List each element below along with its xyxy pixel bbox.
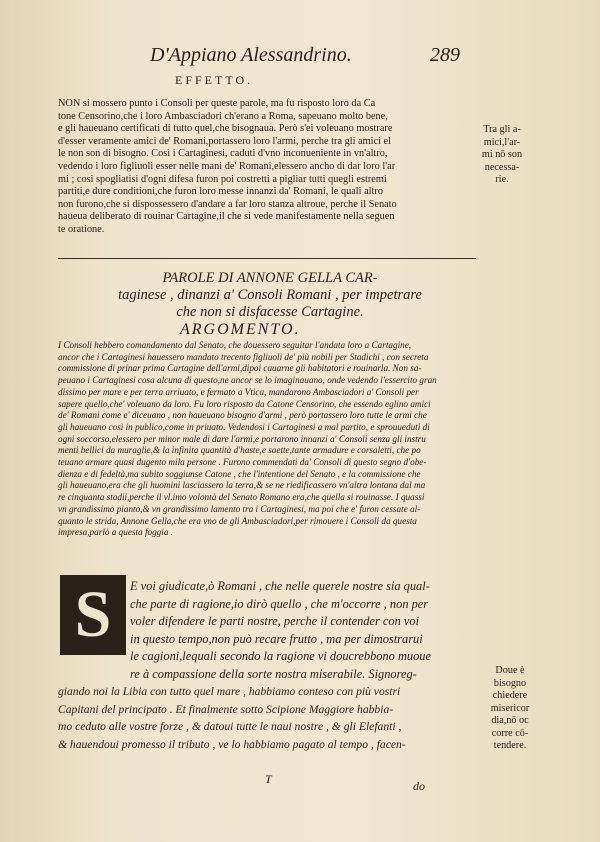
paragraph-line: partiti,e dure conditioni,che furon loro messe innanzi da' Romani, le quali altro [58, 186, 383, 198]
paragraph-line: NON si mossero punto i Consoli per queste parole, ma fu risposto loro da Ca [58, 98, 376, 109]
argomento-line: de' Romani come e' diceuano , non haueuano bisogno d'armi , però portassero loro tutte le armi che [58, 410, 427, 421]
margin-note-line: misericor [490, 702, 530, 714]
paragraph-line: tone Censorino,che i loro Ambasciadori ch'erano a Roma, sapeuano molto bene, [58, 110, 388, 122]
argomento-line: dissimo per mare e per terra arriuato, e fermato a Vtica, mandarono Ambasciadori a' Consoli per [58, 386, 419, 397]
speech-title [70, 270, 470, 321]
paragraph-line: mi ; così spogliatisi d'ogni difesa furon poi costretti a pigliar tutti quegli estremi [58, 173, 387, 185]
first-paragraph [58, 98, 476, 237]
section-label: EFFETTO. [175, 73, 254, 87]
speech-line: che parte di ragione,io dirò quello , che m'occorre , non per [130, 596, 429, 611]
margin-note-line: mici,l'ar- [483, 136, 521, 148]
margin-note-line: bisogno [493, 677, 527, 689]
speech-line: le cagioni,lequali secondo la ragione vi doucrebbono muoue [130, 649, 431, 663]
speech-title-line: taginese , dinanzi a' Consoli Romani , per impetrare [118, 287, 422, 303]
argomento-line: quanto le strida, Annone Gella,che era vno de gli Ambasciadori,per rimouere i Consoli da questa [58, 515, 417, 526]
speech-line: re à compassione della sorte nostra miserabile. Signoreg- [130, 666, 417, 681]
margin-note-line: Doue è [495, 665, 525, 676]
speech-line: mo ceduto alle vostre forze , & datoui tutte le naui nostre , & gli Elefanti , [58, 720, 402, 733]
paragraph-line: haueua deliberato di rouinar Cartagine,il che si vede manifestamente nella seguen [58, 211, 395, 223]
argomento-line: dienza e di fedeltà,ma subito soggiunse Catone , che l'intentione del Senato , e la commissione che [58, 468, 421, 479]
argomento-line: gli haueuano,era che gli huomini lasciassero la terra,& se ne riedificassero vn'altra lontana dal ma [58, 480, 426, 491]
speech-line: voler difendere le parti nostre, perche il contender con voi [130, 614, 420, 628]
argomento-line: ogni soccorso,elessero per minor male di dare l'armi,e portarono innanzi a' Consoli senza gli instru [58, 433, 426, 444]
paragraph-line: d'esser veramente amici de' Romani,portassero loro l'armi, perche tra gli amici el [58, 135, 391, 147]
argomento-line: vn grandissimo pianto,& vn grandissimo lamento tra i Cartaginesi, ma poi che e' furon cessate al- [58, 503, 421, 514]
speech-line: & hauendoui promesso il tributo , ve lo habbiamo pagato al tempo , facen- [58, 737, 406, 751]
argomento-line: I Consoli hebbero comandamento dal Senato, che douessero seguitar l'andata loro a Cartagine, [58, 340, 412, 350]
margin-note-line: rie. [495, 174, 509, 185]
paragraph-line: e gli haueuano certificati di tutto quel,che bisognaua. Però s'ei voleuano mostrare [58, 123, 393, 135]
margin-note [480, 124, 524, 187]
argomento-line: commissione di prinar prima Cartagine dell'armi,dipoi cauarne gli habitatori e rouinarla. Non sa- [58, 363, 422, 374]
section-divider [58, 258, 476, 259]
argomento-heading: ARGOMENTO. [180, 321, 301, 338]
margin-note-line: chiedere [492, 690, 528, 701]
dropcap-letter: S [74, 578, 112, 651]
running-head: D'Appiano Alessandrino. [150, 44, 352, 66]
speech-title-line: che non si disfacesse Cartagine. [176, 304, 364, 320]
argomento-line: menti bellici da muraglie,& la infinita quantità d'haste,e saette,tante armadure e corsaletti, che po [58, 445, 421, 456]
argomento-line: ancor che i Cartaginesi hauessero mandato trecento figliuoli de' più nobili per Stadichi , con secreta [58, 351, 429, 362]
argomento-line: peuano i Cartaginesi cosa alcuna di questo,ne ancor se lo imaginauano, onde vedendo l'essercito gran [58, 375, 437, 386]
margin-note [484, 665, 536, 753]
argomento-line: sapere quello,che' voleuano da loro. Fu loro risposto da Catone Censorino, che essendo eglino amici [58, 398, 431, 409]
paragraph-line: vedendo i loro figliuoli esser nelle mani de' Romani,elessero ancho di dar loro l'ar [58, 160, 396, 172]
margin-note-line: tendere. [493, 740, 527, 751]
signature-mark: T [265, 772, 272, 786]
speech-line: in questo tempo,non può recare frutto , ma per dimostrarui [130, 631, 423, 646]
margin-note-line: necessa- [484, 161, 520, 173]
margin-note-line: mi nō son [481, 149, 523, 160]
speech-line: Capitani del principato . Et finalmente sotto Scipione Maggiore habbia- [58, 702, 394, 716]
margin-note-line: corre cō- [491, 727, 529, 739]
paragraph-line: le non son di bisogno. Così i Cartaginesi, caduti d'vno inconueniente in vn'altro, [58, 148, 388, 160]
speech-text [58, 578, 476, 753]
paragraph-line: non furono,che si dispossessero d'andare a far loro stanza altroue, perche il Senato [58, 198, 397, 210]
argomento-line: gli haueuano così in publico,come in priuato. Vedendosi i Cartaginesi a mal partito, e sprouueduti di [58, 421, 430, 432]
catchword: do [413, 779, 425, 793]
argomento-line: impresa,parlò a questa foggia . [58, 527, 174, 538]
speech-line: giando noi la Libia con tutto quel mare , habbiamo conteso con più vostri [58, 685, 401, 698]
argomento-line: teuano armare quasi dugento mila persone . Furono commendati da' Consoli di questo segno d'obe- [58, 457, 427, 468]
page-number: 289 [430, 44, 460, 66]
paragraph-line: te oratione. [58, 223, 105, 235]
argomento-line: re cinquanta stadii,perche il vl.imo volontà del Senato Romano era,che quella si rouinasse. I quassi [58, 492, 425, 503]
margin-note-line: Tra gli a- [483, 124, 521, 135]
margin-note-line: dia,nō oc [491, 715, 529, 726]
argomento-text [58, 340, 476, 539]
speech-title-line: PAROLE DI ANNONE GELLA CAR- [162, 270, 378, 286]
speech-line: E voi giudicate,ò Romani , che nelle querele nostre sia qual- [130, 579, 430, 593]
